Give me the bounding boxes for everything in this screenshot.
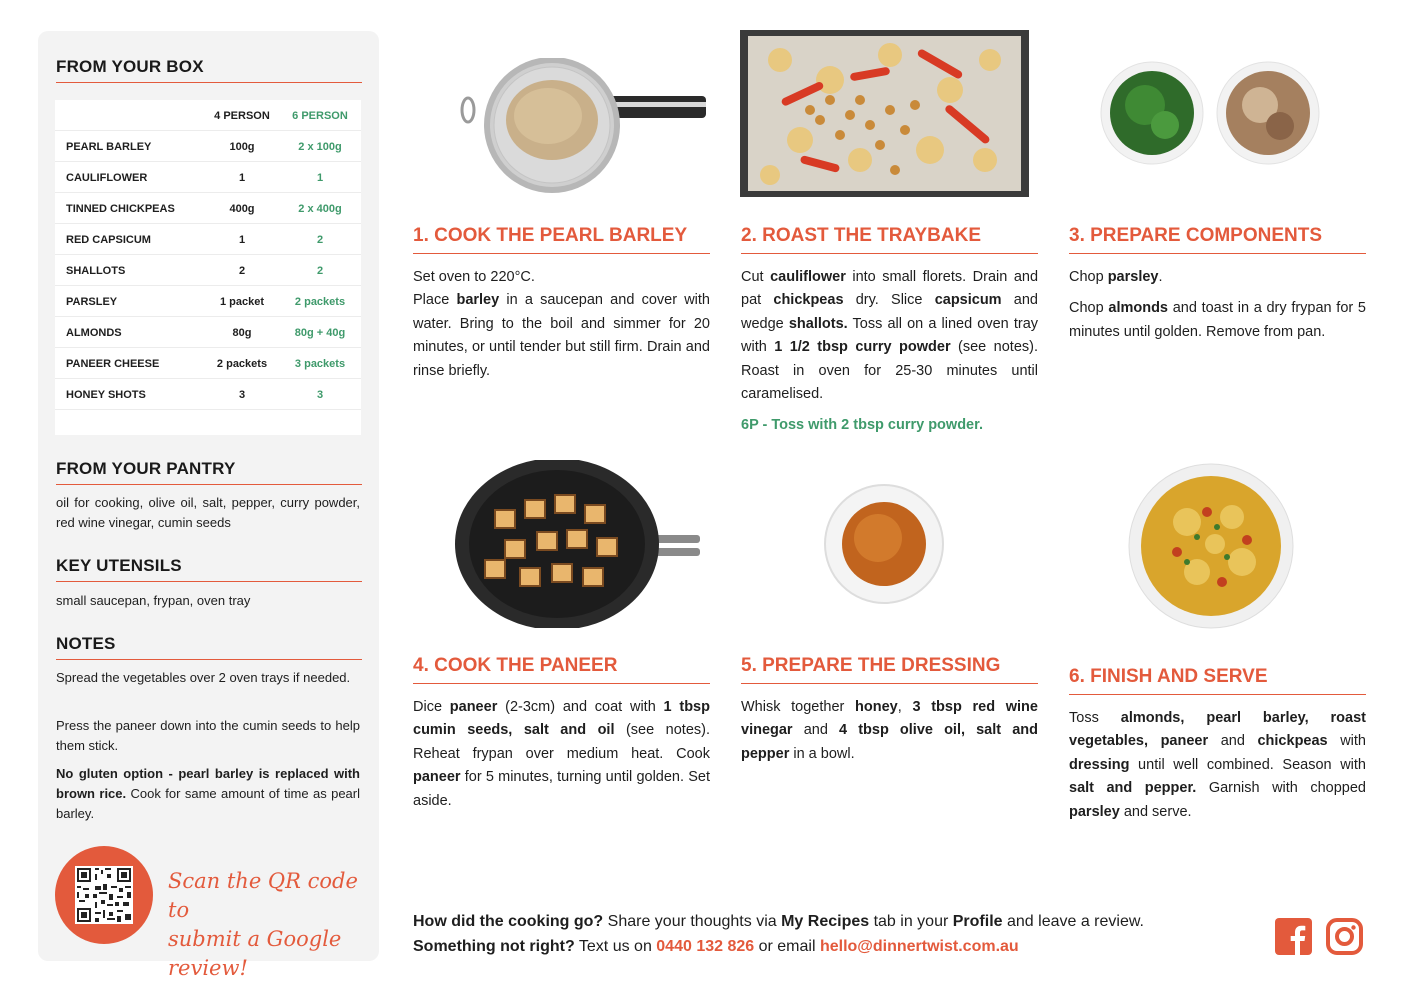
table-row bbox=[55, 317, 361, 348]
ingredient-name: PANEER CHEESE bbox=[66, 358, 160, 370]
ingredient-name: ALMONDS bbox=[66, 327, 122, 339]
step-3-body bbox=[1069, 266, 1366, 352]
qty-4: 1 packet bbox=[219, 296, 265, 308]
step-2-6p-note: 6P - Toss with 2 tbsp curry powder. bbox=[741, 417, 983, 434]
step-5-title: 5. PREPARE THE DRESSING bbox=[741, 655, 1038, 684]
qty-6: 2 x 100g bbox=[298, 141, 342, 153]
ingredient-name: SHALLOTS bbox=[66, 265, 126, 277]
col-6-person: 6 PERSON bbox=[292, 110, 348, 122]
ingredient-table bbox=[55, 100, 361, 435]
paneer-frypan-photo bbox=[455, 460, 703, 628]
utensils-text: small saucepan, frypan, oven tray bbox=[56, 593, 251, 608]
note-2: Press the paneer down into the cumin seeds to help them stick. bbox=[56, 718, 360, 753]
step-4-title: 4. COOK THE PANEER bbox=[413, 655, 710, 684]
qty-4: 400g bbox=[229, 203, 255, 215]
utensils-heading: KEY UTENSILS bbox=[56, 556, 362, 582]
qty-4: 3 bbox=[238, 389, 246, 401]
qty-4: 100g bbox=[229, 141, 255, 153]
step-1-text: Place barley in a saucepan and cover with water. Bring to the boil and simmer for 20 minutes, or until tender but still firm. Drain and rinse briefly. bbox=[413, 292, 710, 379]
table-row bbox=[55, 193, 361, 224]
note-3 bbox=[56, 764, 360, 824]
note-1: Spread the vegetables over 2 oven trays if needed. bbox=[56, 670, 351, 685]
footer-text bbox=[413, 909, 1253, 959]
phone-link[interactable]: 0440 132 826 bbox=[656, 938, 755, 955]
step-2-title: 2. ROAST THE TRAYBAKE bbox=[741, 225, 1038, 254]
table-row bbox=[55, 224, 361, 255]
sidebar-panel bbox=[38, 31, 379, 980]
qty-6: 2 x 400g bbox=[298, 203, 342, 215]
box-heading: FROM YOUR BOX bbox=[56, 57, 362, 83]
ingredient-name: HONEY SHOTS bbox=[66, 389, 146, 401]
qty-6: 3 bbox=[316, 389, 324, 401]
step-1-oven: Set oven to 220°C. bbox=[413, 269, 535, 285]
step-3-title: 3. PREPARE COMPONENTS bbox=[1069, 225, 1366, 254]
qty-6: 2 packets bbox=[294, 296, 346, 308]
pantry-heading: FROM YOUR PANTRY bbox=[56, 459, 362, 485]
dressing-bowl-photo bbox=[823, 483, 945, 605]
pantry-text: oil for cooking, olive oil, salt, pepper, curry powder, red wine vinegar, cumin seeds bbox=[56, 495, 360, 530]
notes-heading: NOTES bbox=[56, 634, 362, 660]
col-4-person: 4 PERSON bbox=[214, 110, 270, 122]
qty-4: 1 bbox=[238, 234, 246, 246]
qty-6: 2 bbox=[316, 234, 324, 246]
step-4-text: Dice paneer (2-3cm) and coat with 1 tbsp cumin seeds, salt and oil (see notes). Reheat frypan over medium heat. Cook paneer for 5 minutes, turning until golden. Set aside. bbox=[413, 699, 710, 809]
step-5-text: Whisk together honey, 3 tbsp red wine vinegar and 4 tbsp olive oil, salt and pepper in a bowl. bbox=[741, 699, 1038, 762]
step-2-body bbox=[741, 266, 1038, 446]
table-row bbox=[55, 348, 361, 379]
footer-contact-line: Something not right? Text us on 0440 132 826 or email hello@dinnertwist.com.au bbox=[413, 938, 1019, 955]
barley-sieve-photo bbox=[460, 58, 708, 196]
ingredient-name: CAULIFLOWER bbox=[66, 172, 148, 184]
footer-review-line: How did the cooking go? Share your thoughts via My Recipes tab in your Profile and leave a review. bbox=[413, 913, 1144, 930]
finished-dish-photo bbox=[1127, 462, 1295, 630]
step-1-body bbox=[413, 266, 710, 383]
traybake-photo bbox=[740, 30, 1029, 197]
qty-4: 1 bbox=[238, 172, 246, 184]
step-3-parsley: Chop parsley. bbox=[1069, 269, 1163, 285]
step-1-title: 1. COOK THE PEARL BARLEY bbox=[413, 225, 710, 254]
qty-4: 80g bbox=[232, 327, 252, 339]
ingredient-name: PARSLEY bbox=[66, 296, 118, 308]
table-row bbox=[55, 255, 361, 286]
parsley-almonds-photo bbox=[1100, 60, 1322, 166]
qty-4: 2 bbox=[238, 265, 246, 277]
table-row bbox=[55, 131, 361, 162]
ingredient-name: PEARL BARLEY bbox=[66, 141, 152, 153]
step-3-almonds: Chop almonds and toast in a dry frypan for 5 minutes until golden. Remove from pan. bbox=[1069, 300, 1366, 340]
ingredient-name: TINNED CHICKPEAS bbox=[66, 203, 175, 215]
qty-4: 2 packets bbox=[216, 358, 268, 370]
step-6-text: Toss almonds, pearl barley, roast vegetables, paneer and chickpeas with dressing until well combined. Season with salt and pepper. Garnish with chopped parsley and serve. bbox=[1069, 710, 1366, 820]
table-row bbox=[55, 286, 361, 317]
table-row bbox=[55, 379, 361, 410]
qr-line-1: Scan the QR code to bbox=[168, 869, 358, 922]
table-header-row bbox=[55, 100, 361, 131]
qty-6: 80g + 40g bbox=[294, 327, 346, 339]
step-6-title: 6. FINISH AND SERVE bbox=[1069, 666, 1366, 695]
ingredient-name: RED CAPSICUM bbox=[66, 234, 151, 246]
step-4-body bbox=[413, 696, 710, 821]
qty-6: 3 packets bbox=[294, 358, 346, 370]
step-5-body bbox=[741, 696, 1038, 774]
step-6-body bbox=[1069, 707, 1366, 832]
qty-6: 2 bbox=[316, 265, 324, 277]
facebook-icon[interactable] bbox=[1275, 918, 1312, 955]
note-3-rest: Cook for same amount of time as pearl barley. bbox=[56, 786, 360, 821]
qr-line-2: submit a Google review! bbox=[168, 927, 342, 980]
instagram-icon[interactable] bbox=[1326, 918, 1363, 955]
qty-6: 1 bbox=[316, 172, 324, 184]
qr-badge[interactable] bbox=[55, 846, 153, 944]
step-2-text: Cut cauliflower into small florets. Drain and pat chickpeas dry. Slice capsicum and wedge shallots. Toss all on a lined oven tray with 1 1/2 tbsp curry powder (see notes). Roast in oven for 25-30 minutes until caramelised. bbox=[741, 269, 1039, 403]
email-link[interactable]: hello@dinnertwist.com.au bbox=[819, 938, 1019, 955]
note-3-bold: No gluten option - pearl barley is replaced with brown rice. bbox=[56, 766, 360, 801]
qr-code-icon[interactable] bbox=[75, 866, 133, 924]
table-row bbox=[55, 162, 361, 193]
qr-message bbox=[168, 867, 368, 983]
